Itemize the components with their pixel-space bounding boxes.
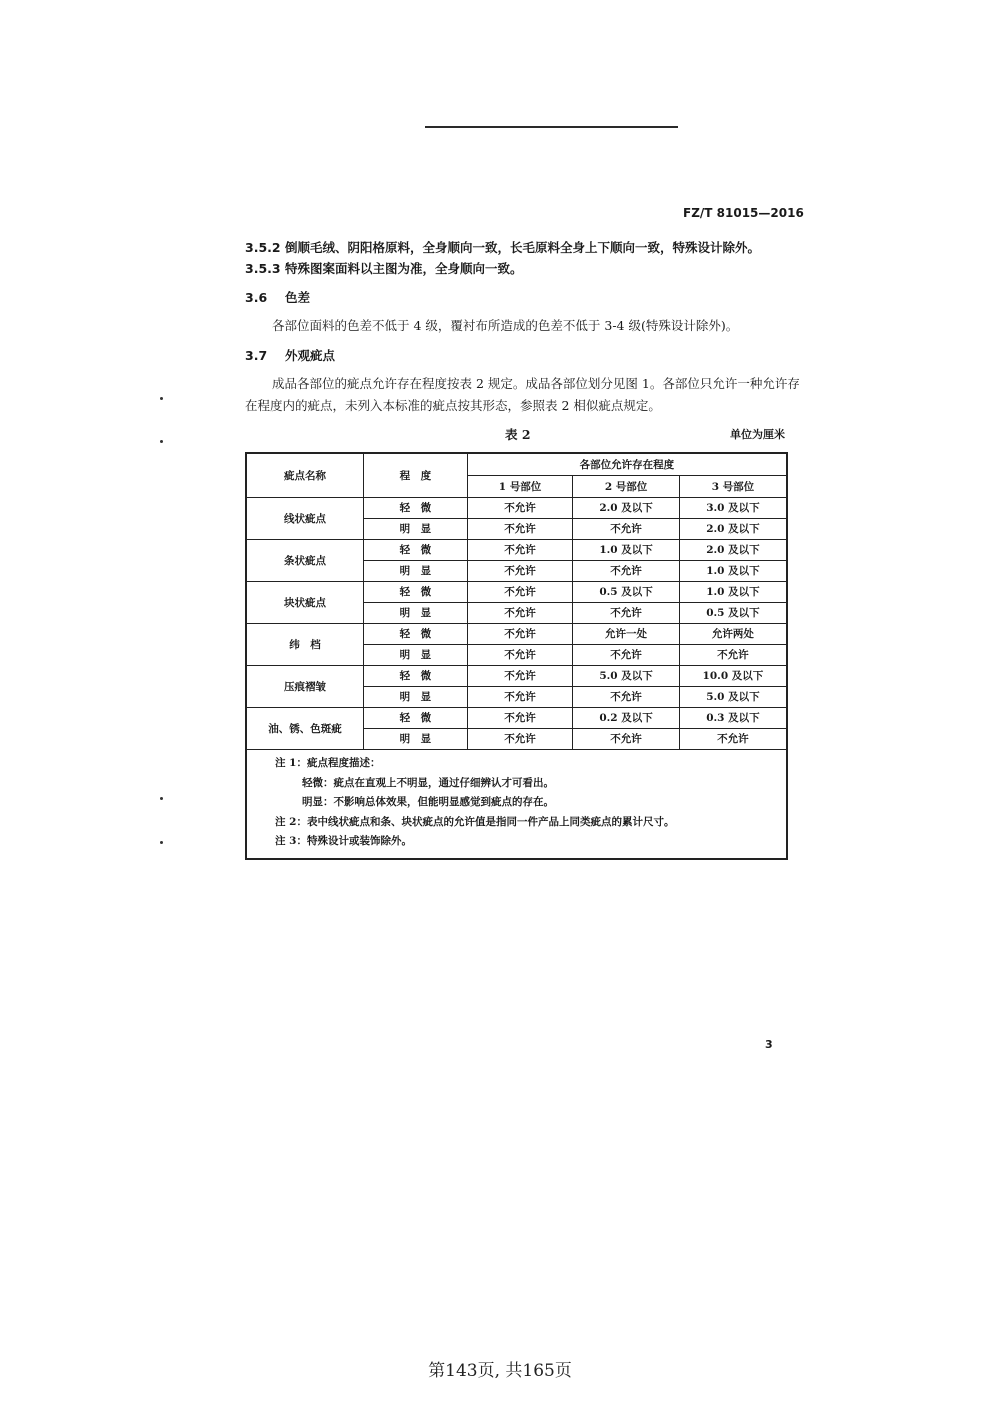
section-3-5-2	[245, 238, 760, 256]
table-row	[246, 666, 787, 687]
section-text: 特殊图案面料以主图为准，全身顺向一致。	[285, 261, 523, 276]
value-cell: 0.3 及以下	[679, 708, 787, 729]
degree-cell: 明 显	[364, 729, 468, 750]
value-cell: 不允许	[467, 561, 573, 582]
value-cell: 2.0 及以下	[573, 498, 680, 519]
table-row	[246, 708, 787, 729]
note-1-slight: 轻微：疵点在直观上不明显，通过仔细辨认才可看出。	[302, 776, 554, 789]
note-1-title: 注 1：疵点程度描述：	[275, 757, 381, 769]
defect-name-cell: 条状疵点	[246, 540, 364, 582]
value-cell: 10.0 及以下	[679, 666, 787, 687]
value-cell: 不允许	[467, 498, 573, 519]
degree-cell: 明 显	[364, 687, 468, 708]
value-cell: 不允许	[573, 603, 680, 624]
table-row	[246, 498, 787, 519]
value-cell: 不允许	[573, 687, 680, 708]
value-cell: 不允许	[467, 582, 573, 603]
defect-name-cell: 压痕褶皱	[246, 666, 364, 708]
degree-cell: 明 显	[364, 519, 468, 540]
degree-cell: 明 显	[364, 561, 468, 582]
value-cell: 3.0 及以下	[679, 498, 787, 519]
defects-paragraph-line-2: 在程度内的疵点，未列入本标准的疵点按其形态，参照表 2 相似疵点规定。	[245, 398, 661, 413]
table-header-row	[246, 453, 787, 476]
page-number: 3	[765, 1038, 773, 1051]
note-3: 注 3：特殊设计或装饰除外。	[275, 835, 412, 847]
value-cell: 不允许	[467, 624, 573, 645]
defect-name-cell: 油、锈、色斑疵	[246, 708, 364, 750]
section-text: 倒顺毛绒、阴阳格原料，全身顺向一致，长毛原料全身上下顺向一致，特殊设计除外。	[285, 240, 761, 255]
section-title: 色差	[285, 290, 311, 305]
header-part-2: 2 号部位	[573, 476, 680, 498]
degree-cell: 轻 微	[364, 708, 468, 729]
value-cell: 不允许	[467, 708, 573, 729]
value-cell: 0.2 及以下	[573, 708, 680, 729]
table-notes-row	[246, 750, 787, 859]
defect-name-cell: 块状疵点	[246, 582, 364, 624]
defects-paragraph-line-1: 成品各部位的疵点允许存在程度按表 2 规定。成品各部位划分见图 1。各部位只允许一种允许存	[272, 376, 800, 391]
table-unit: 单位为厘米	[730, 428, 785, 441]
degree-cell: 轻 微	[364, 582, 468, 603]
value-cell: 不允许	[573, 519, 680, 540]
table-caption: 表 2	[505, 427, 531, 442]
table-row	[246, 540, 787, 561]
table-row	[246, 624, 787, 645]
degree-cell: 明 显	[364, 603, 468, 624]
value-cell: 不允许	[467, 519, 573, 540]
defect-name-cell: 线状疵点	[246, 498, 364, 540]
section-title: 外观疵点	[285, 348, 336, 363]
margin-dot	[160, 841, 163, 844]
value-cell: 不允许	[467, 729, 573, 750]
top-rule	[425, 126, 678, 128]
standard-code: FZ/T 81015—2016	[683, 206, 804, 220]
defect-name-cell: 纬 档	[246, 624, 364, 666]
degree-cell: 轻 微	[364, 624, 468, 645]
margin-dot	[160, 797, 163, 800]
table-row	[246, 582, 787, 603]
section-number: 3.7	[245, 348, 268, 363]
header-degree: 程 度	[364, 453, 468, 498]
value-cell: 不允许	[679, 645, 787, 666]
value-cell: 0.5 及以下	[573, 582, 680, 603]
margin-dot	[160, 440, 163, 443]
degree-cell: 明 显	[364, 645, 468, 666]
section-heading-3-7	[245, 346, 335, 364]
value-cell: 允许一处	[573, 624, 680, 645]
value-cell: 不允许	[573, 561, 680, 582]
degree-cell: 轻 微	[364, 498, 468, 519]
section-number: 3.5.3	[245, 261, 281, 276]
color-diff-paragraph: 各部位面料的色差不低于 4 级，覆衬布所造成的色差不低于 3-4 级(特殊设计除外)。	[272, 318, 739, 333]
degree-cell: 轻 微	[364, 666, 468, 687]
value-cell: 不允许	[573, 645, 680, 666]
value-cell: 不允许	[573, 729, 680, 750]
value-cell: 0.5 及以下	[679, 603, 787, 624]
header-allowed-group: 各部位允许存在程度	[467, 453, 787, 476]
defects-table	[245, 452, 788, 860]
value-cell: 1.0 及以下	[679, 582, 787, 603]
value-cell: 允许两处	[679, 624, 787, 645]
section-3-5-3	[245, 259, 523, 277]
value-cell: 不允许	[467, 687, 573, 708]
value-cell: 不允许	[679, 729, 787, 750]
margin-dot	[160, 397, 163, 400]
header-defect-name: 疵点名称	[246, 453, 364, 498]
section-number: 3.6	[245, 290, 268, 305]
header-part-3: 3 号部位	[679, 476, 787, 498]
value-cell: 2.0 及以下	[679, 540, 787, 561]
table-notes	[246, 750, 787, 859]
degree-cell: 轻 微	[364, 540, 468, 561]
section-number: 3.5.2	[245, 240, 281, 255]
value-cell: 2.0 及以下	[679, 519, 787, 540]
value-cell: 不允许	[467, 645, 573, 666]
section-heading-3-6	[245, 288, 310, 306]
page-footer: 第143页, 共165页	[428, 1361, 572, 1381]
value-cell: 不允许	[467, 540, 573, 561]
value-cell: 不允许	[467, 603, 573, 624]
value-cell: 5.0 及以下	[573, 666, 680, 687]
value-cell: 5.0 及以下	[679, 687, 787, 708]
value-cell: 不允许	[467, 666, 573, 687]
note-2: 注 2：表中线状疵点和条、块状疵点的允许值是指同一件产品上同类疵点的累计尺寸。	[275, 815, 675, 828]
note-1-obvious: 明显：不影响总体效果，但能明显感觉到疵点的存在。	[302, 796, 554, 808]
value-cell: 1.0 及以下	[679, 561, 787, 582]
value-cell: 1.0 及以下	[573, 540, 680, 561]
header-part-1: 1 号部位	[467, 476, 573, 498]
